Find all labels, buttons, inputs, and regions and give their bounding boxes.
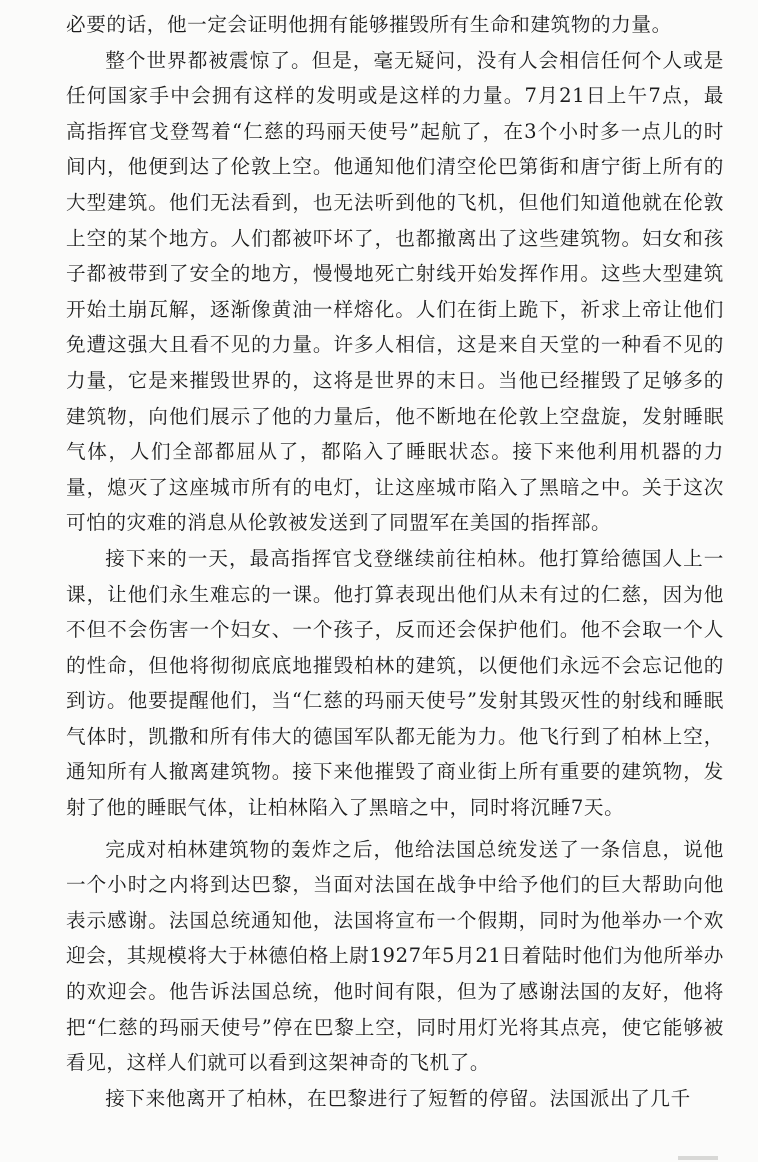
paragraph-3: 接下来的一天，最高指挥官戈登继续前往柏林。他打算给德国人上一课，让他们永生难忘的一课。他打算表现出他们从未有过的仁慈，因为他不但不会伤害一个妇女、一个孩子，反而还会保护他们。他不会取一个人的性命，但他将彻彻底底地摧毁柏林的建筑，以便他们永远不会忘记他的到访。他要提醒他们，当“仁慈的玛丽天使号”发射其毁灭性的射线和睡眠气体时，凯撒和所有伟大的德国军队都无能为力。他飞行到了柏林上空，通知所有人撤离建筑物。接下来他摧毁了商业街上所有重要的建筑物，发射了他的睡眠气体，让柏林陷入了黑暗之中，同时将沉睡7天。 bbox=[66, 546, 724, 820]
paragraph-5: 接下来他离开了柏林，在巴黎进行了短暂的停留。法国派出了几千 bbox=[105, 1086, 691, 1110]
paragraph-1: 必要的话，他一定会证明他拥有能够摧毁所有生命和建筑物的力量。 bbox=[66, 13, 672, 36]
paragraph-2: 整个世界都被震惊了。但是，毫无疑问，没有人会相信任何个人或是任何国家手中会拥有这样的发明或是这样的力量。7月21日上午7点，最高指挥官戈登驾着“仁慈的玛丽天使号”起航了，在3个小时多一点儿的时间内，他便到达了伦敦上空。他通知他们清空伦巴第街和唐宁街上所有的大型建筑。他们无法看到，也无法听到他的飞机，但他们知道他就在伦敦上空的某个地方。人们都被吓坏了，也都撤离出了这些建筑物。妇女和孩子都被带到了安全的地方，慢慢地死亡射线开始发挥作用。这些大型建筑开始土崩瓦解，逐渐像黄油一样熔化。人们在街上跪下，祈求上帝让他们免遭这强大且看不见的力量。许多人相信，这是来自天堂的一种看不见的力量，它是来摧毁世界的，这将是世界的末日。当他已经摧毁了足够多的建筑物，向他们展示了他的力量后，他不断地在伦敦上空盘旋，发射睡眠气体，人们全部都屈从了，都陷入了睡眠状态。接下来他利用机器的力量，熄灭了这座城市所有的电灯，让这座城市陷入了黑暗之中。关于这次可怕的灾难的消息从伦敦被发送到了同盟军在美国的指挥部。 bbox=[66, 48, 724, 535]
page-edge-mark bbox=[678, 1156, 718, 1160]
paragraph-4: 完成对柏林建筑物的轰炸之后，他给法国总统发送了一条信息，说他一个小时之内将到达巴黎，当面对法国在战争中给予他们的巨大帮助向他表示感谢。法国总统通知他，法国将宣布一个假期，同时为他举办一个欢迎会，其规模将大于林德伯格上尉1927年5月21日着陆时他们为他所举办的欢迎会。他告诉法国总统，他时间有限，但为了感谢法国的友好，他将把“仁慈的玛丽天使号”停在巴黎上空，同时用灯光将其点亮，使它能够被看见，这样人们就可以看到这架神奇的飞机了。 bbox=[66, 837, 724, 1075]
